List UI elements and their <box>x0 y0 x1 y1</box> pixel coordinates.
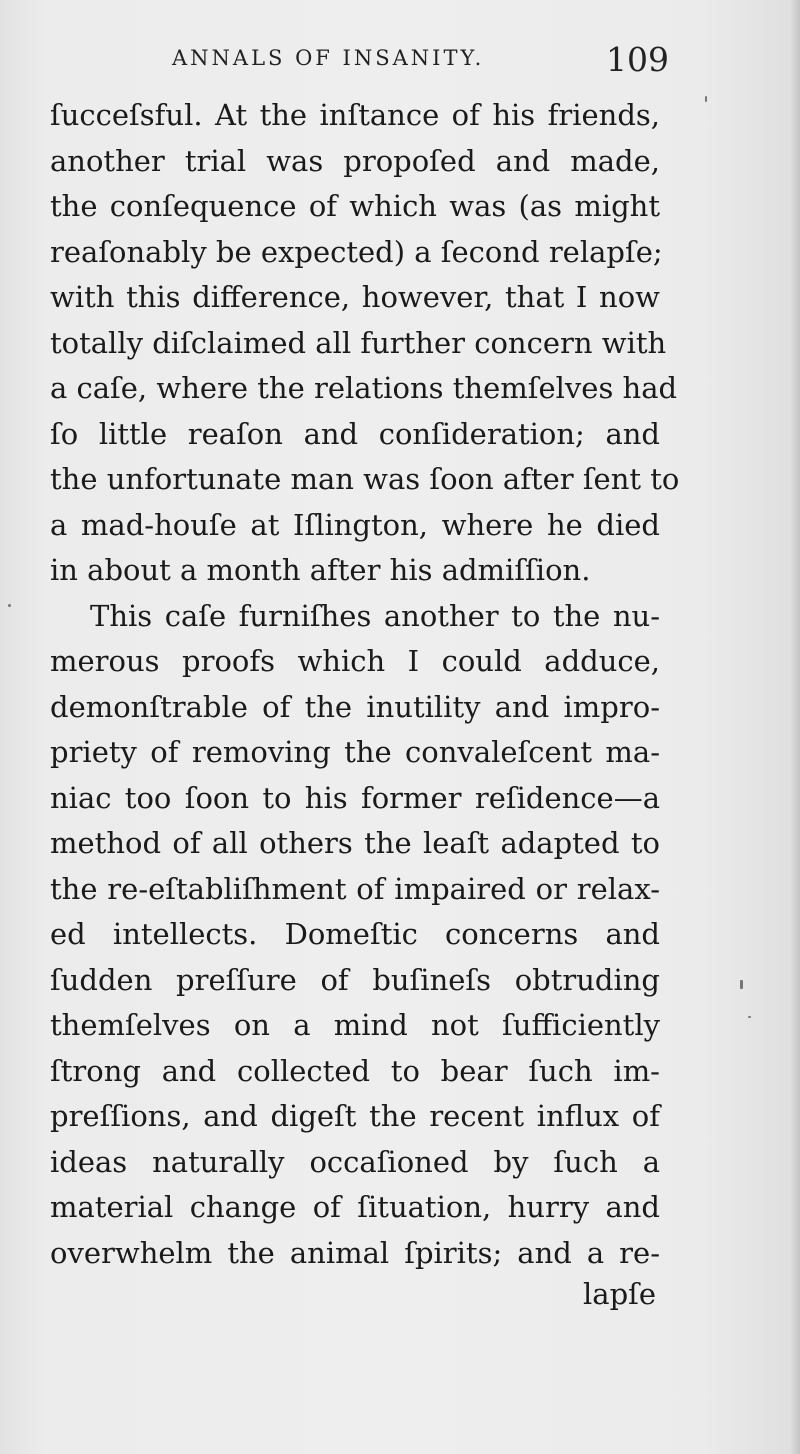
body-text <box>50 93 680 1276</box>
text-line: method of all others the leaſt adapted to <box>50 826 660 860</box>
text-line: ſudden preſſure of buſineſs obtruding <box>50 962 660 997</box>
text-line: another trial was propoſed and made, <box>50 143 660 178</box>
text-line: the unfortunate man was ſoon after ſent to <box>50 462 680 496</box>
text-line: a mad-houſe at Iſlington, where he died <box>50 507 660 542</box>
text-line: material change of ſituation, hurry and <box>50 1190 660 1224</box>
paper-speck <box>705 96 707 102</box>
text-line: ideas naturally occaſioned by ſuch a <box>50 1144 660 1179</box>
text-line: totally diſclaimed all further concern with <box>50 325 667 360</box>
paper-speck <box>748 1016 751 1018</box>
text-line: the re-eſtabliſhment of impaired or relax- <box>50 871 660 906</box>
running-head: ANNALS OF INSANITY. <box>172 46 485 70</box>
text-line: priety of removing the convaleſcent ma- <box>50 735 660 769</box>
text-line: ſo little reaſon and conſideration; and <box>50 416 660 451</box>
text-line: ed intellects. Domeſtic concerns and <box>50 917 660 951</box>
page-number: 109 <box>606 40 669 79</box>
text-line: a caſe, where the relations themſelves had <box>50 371 678 405</box>
text-line: niac too ſoon to his former reſidence—a <box>50 780 660 815</box>
text-line: merous proofs which I could adduce, <box>50 644 660 678</box>
paragraph-start-line: This caſe furniſhes another to the nu- <box>90 598 660 633</box>
text-line: overwhelm the animal ſpirits; and a re- <box>50 1235 660 1270</box>
page-edge-shadow <box>790 0 800 1454</box>
paper-speck <box>740 980 743 989</box>
text-line: reaſonably be expected) a ſecond relapſe; <box>50 234 663 269</box>
text-line: ſucceſsful. At the inſtance of his friends, <box>50 98 660 132</box>
text-line: demonſtrable of the inutility and impro- <box>50 689 660 724</box>
text-line: with this difference, however, that I now <box>50 280 660 314</box>
catchword: lapſe <box>583 1277 657 1311</box>
paragraph-end-line: in about a month after his admiſſion. <box>50 553 591 587</box>
text-line: preſſions, and digeſt the recent influx of <box>50 1099 660 1133</box>
text-line: ſtrong and collected to bear ſuch im- <box>50 1053 660 1088</box>
paper-speck <box>8 604 11 607</box>
text-line: themſelves on a mind not ſufficiently <box>50 1008 660 1042</box>
text-line: the conſequence of which was (as might <box>50 189 660 223</box>
